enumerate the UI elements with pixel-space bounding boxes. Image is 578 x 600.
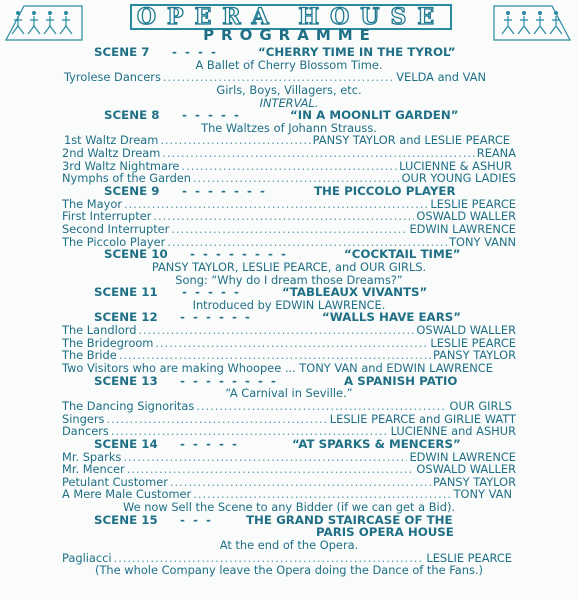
performer-name: LESLIE PEARCE bbox=[426, 550, 512, 565]
scene-heading bbox=[0, 248, 578, 261]
performer-name: PANSY TAYLOR bbox=[432, 474, 516, 489]
scene-title: THE PICCOLO PLAYER bbox=[314, 184, 456, 199]
role-name: Nymphs of the Garden bbox=[62, 171, 192, 186]
scene-dashes: - - - - - - bbox=[180, 310, 252, 325]
scene-label: SCENE 10 bbox=[104, 247, 168, 262]
role-name: The Landlord bbox=[62, 323, 137, 338]
performer-name: REANA bbox=[476, 146, 516, 161]
scene-heading bbox=[0, 438, 578, 451]
cast-row bbox=[0, 463, 578, 476]
dancers-ornament-right bbox=[492, 4, 572, 42]
scene-dashes: - - - - - - - - bbox=[190, 247, 288, 262]
performer-name: EDWIN LAWRENCE bbox=[409, 449, 516, 464]
cast-row bbox=[0, 172, 578, 185]
role-name: A Mere Male Customer bbox=[62, 487, 192, 502]
scene-title: “WALLS HAVE EARS” bbox=[322, 310, 462, 325]
scene-title: “AT SPARKS & MENCERS” bbox=[292, 436, 461, 451]
cast-row bbox=[0, 324, 578, 337]
role-name: Mr. Sparks bbox=[62, 449, 122, 464]
scene-title: “IN A MOONLIT GARDEN” bbox=[290, 108, 459, 123]
leader-dots bbox=[162, 147, 474, 160]
role-name: The Dancing Signoritas bbox=[62, 398, 195, 413]
scene-title: THE GRAND STAIRCASE OF THE bbox=[246, 512, 453, 527]
cast-row bbox=[0, 400, 578, 413]
role-name: Second Interrupter bbox=[62, 221, 170, 236]
scene-note: Girls, Boys, Villagers, etc. bbox=[216, 82, 362, 97]
programme-header bbox=[0, 0, 578, 46]
cast-row bbox=[0, 223, 578, 236]
role-name: The Bride bbox=[62, 348, 117, 363]
dancers-ornament-left bbox=[4, 4, 84, 42]
programme-body bbox=[0, 46, 578, 577]
role-name: Pagliacci bbox=[62, 550, 112, 565]
scene-label: SCENE 15 bbox=[94, 512, 158, 527]
role-name: The Bridegroom bbox=[62, 335, 154, 350]
leader-dots bbox=[106, 413, 327, 426]
leader-dots bbox=[155, 337, 428, 350]
role-name: Petulant Customer bbox=[62, 474, 168, 489]
scene-description: The Waltzes of Johann Strauss. bbox=[201, 120, 377, 135]
closing-note: (The whole Company leave the Opera doing the Dance of the Fans.) bbox=[95, 563, 483, 578]
role-name: 1st Waltz Dream bbox=[64, 133, 159, 148]
scene-title: “CHERRY TIME IN THE TYROL” bbox=[258, 45, 456, 59]
scene-label: SCENE 14 bbox=[94, 436, 158, 451]
performer-name: PANSY TAYLOR bbox=[432, 348, 516, 363]
scene-title: “COCKTAIL TIME” bbox=[344, 247, 461, 262]
scene-heading bbox=[0, 514, 578, 527]
scene-description: Introduced by EDWIN LAWRENCE. bbox=[192, 297, 386, 312]
leader-dots bbox=[196, 400, 447, 413]
performer-name: OUR GIRLS bbox=[449, 398, 512, 413]
role-name: Mr. Mencer bbox=[62, 462, 125, 477]
performer-name: OUR YOUNG LADIES bbox=[401, 171, 516, 186]
scene-label: SCENE 13 bbox=[94, 373, 158, 388]
performer-name: VELDA and VAN bbox=[396, 70, 486, 85]
role-name: First Interrupter bbox=[62, 209, 152, 224]
scene-label: SCENE 8 bbox=[104, 108, 160, 123]
scene-label: SCENE 12 bbox=[94, 310, 158, 325]
cast-row bbox=[0, 147, 578, 160]
scene-description: PANSY TAYLOR, LESLIE PEARCE, and OUR GIRLS. bbox=[151, 259, 427, 274]
role-name: Singers bbox=[62, 411, 105, 426]
performer-name: LESLIE PEARCE bbox=[430, 335, 516, 350]
scene-dashes: - - - - - - - - bbox=[180, 373, 278, 388]
performer-name: OSWALD WALLER bbox=[416, 209, 516, 224]
scene-dashes: - - - - bbox=[172, 45, 218, 59]
scene-description: At the end of the Opera. bbox=[219, 537, 359, 552]
scene-dashes: - - - - - - - bbox=[182, 184, 267, 199]
role-name: The Piccolo Player bbox=[62, 234, 166, 249]
role-name: 3rd Waltz Nightmare bbox=[62, 158, 180, 173]
role-name: Dancers bbox=[62, 424, 109, 439]
scene-title: PARIS OPERA HOUSE bbox=[316, 525, 454, 540]
performer-name: LUCIENNE and ASHUR bbox=[390, 424, 516, 439]
leader-dots bbox=[153, 210, 414, 223]
performer-name: TONY VANN bbox=[449, 234, 516, 249]
role-name: 2nd Waltz Dream bbox=[62, 146, 161, 161]
leader-dots bbox=[170, 476, 431, 489]
scene-heading bbox=[0, 286, 578, 299]
performer-name: OSWALD WALLER bbox=[416, 323, 516, 338]
scene-description: “A Carnival in Seville.” bbox=[225, 386, 353, 401]
scene-heading bbox=[0, 109, 578, 122]
scene-heading bbox=[0, 185, 578, 198]
scene-label: SCENE 11 bbox=[94, 285, 158, 300]
scene-title: A SPANISH PATIO bbox=[344, 373, 458, 388]
scene-description: A Ballet of Cherry Blossom Time. bbox=[195, 57, 383, 72]
performer-name: PANSY TAYLOR and LESLIE PEARCE bbox=[312, 133, 510, 148]
leader-dots bbox=[160, 134, 310, 147]
cast-row: Two Visitors who are making Whoopee ... TONY VAN and EDWIN LAWRENCE bbox=[62, 361, 493, 376]
leader-dots bbox=[124, 198, 428, 211]
programme-title: OPERA HOUSE bbox=[136, 4, 446, 30]
leader-dots bbox=[171, 223, 407, 236]
performer-name: EDWIN LAWRENCE bbox=[409, 221, 516, 236]
scene-note: We now Sell the Scene to any Bidder (if we can get a Bid). bbox=[122, 500, 456, 515]
role-name: The Mayor bbox=[62, 196, 123, 211]
performer-name: LESLIE PEARCE bbox=[430, 196, 516, 211]
performer-name: TONY VAN bbox=[453, 487, 512, 502]
leader-dots bbox=[138, 324, 414, 337]
programme-subtitle: PROGRAMME bbox=[203, 26, 377, 44]
song-line: Song: “Why do I dream those Dreams?” bbox=[175, 272, 403, 287]
leader-dots bbox=[111, 425, 389, 438]
cast-row bbox=[0, 425, 578, 438]
cast-row bbox=[0, 236, 578, 249]
scene-label: SCENE 9 bbox=[104, 184, 160, 199]
performer-name: LUCIENNE & ASHUR bbox=[399, 158, 512, 173]
role-name: Tyrolese Dancers bbox=[64, 70, 161, 85]
performer-name: LESLIE PEARCE and GIRLIE WATT bbox=[329, 411, 516, 426]
scene-dashes: - - - - - bbox=[182, 285, 241, 300]
scene-heading bbox=[0, 46, 578, 59]
scene-dashes: - - - bbox=[180, 512, 213, 527]
scene-label: SCENE 7 bbox=[94, 45, 150, 59]
leader-dots bbox=[123, 451, 407, 464]
performer-name: OSWALD WALLER bbox=[416, 462, 516, 477]
leader-dots bbox=[181, 160, 397, 173]
leader-dots bbox=[127, 463, 415, 476]
scene-title: “TABLEAUX VIVANTS” bbox=[282, 285, 428, 300]
interval-label: INTERVAL. bbox=[259, 95, 319, 110]
scene-dashes: - - - - - bbox=[180, 436, 239, 451]
scene-dashes: - - - - - bbox=[182, 108, 241, 123]
